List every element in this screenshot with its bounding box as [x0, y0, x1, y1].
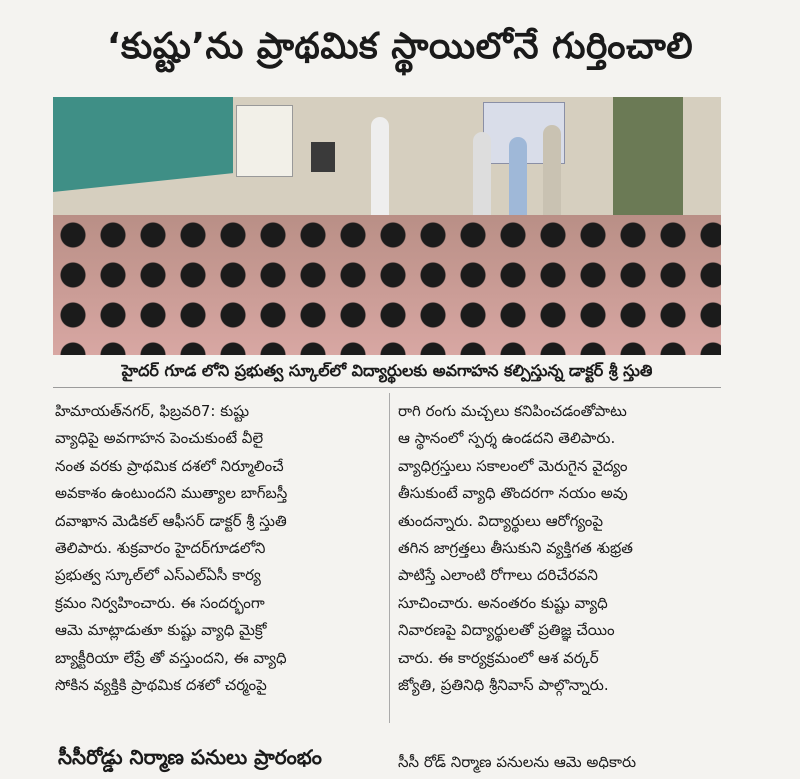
- article-text-line: ప్రభుత్వ స్కూల్‌లో ఎస్‌ఎల్‌ఏసీ కార్య: [55, 566, 261, 585]
- article-text-line: బ్యాక్టీరియా లేప్రే తో వస్తుందని, ఈ వ్యాధి: [55, 648, 287, 667]
- article-text-line: నివారణపై విద్యార్థులతో ప్రతిజ్ఞ చేయిం: [398, 621, 615, 640]
- article-column-left: [55, 398, 380, 699]
- article-text-line: తెలిపారు. శుక్రవారం హైదర్‌గూడలోని: [55, 538, 266, 557]
- article-text-line: సోకిన వ్యక్తికి ప్రాథమిక దశలో చర్మంపై: [55, 675, 267, 694]
- article-text-line: చారు. ఈ కార్యక్రమంలో ఆశ వర్కర్: [398, 648, 599, 667]
- article-text-line: నంత వరకు ప్రాథమిక దశలో నిర్మూలించే: [55, 456, 284, 475]
- tree: [613, 97, 683, 215]
- article-text-line: దవాఖాన మెడికల్ ఆఫీసర్ డాక్టర్ శ్రీ స్తుతి: [55, 511, 287, 530]
- staff-figure: [543, 125, 561, 225]
- students-crowd: [53, 215, 721, 355]
- article-text-line: ఆ స్థానంలో స్పర్శ ఉండదని తెలిపారు.: [398, 429, 616, 448]
- news-photo: [53, 97, 721, 355]
- article-text-line: తగిన జాగ్రత్తలు తీసుకుని వ్యక్తిగత శుభ్రత: [398, 538, 633, 557]
- article-text-line: తీసుకుంటే వ్యాధి తొందరగా నయం అవు: [398, 484, 628, 503]
- article-text-line: అవకాశం ఉంటుందని ముత్యాల బాగ్‌బస్తీ: [55, 484, 288, 503]
- article-text-line: సూచించారు. అనంతరం కుష్టు వ్యాధి: [398, 593, 608, 612]
- column-divider: [389, 393, 390, 723]
- doctor-figure: [371, 117, 389, 217]
- wall-poster: [236, 105, 293, 177]
- wall-window: [311, 142, 335, 172]
- article-text-line: పాటిస్తే ఎలాంటి రోగాలు దరిచేరవని: [398, 566, 598, 585]
- article-text-line: తుందన్నారు. విద్యార్థులు ఆరోగ్యంపై: [398, 511, 604, 530]
- article-column-right: [398, 398, 723, 699]
- article-text-line: జ్యోతి, ప్రతినిధి శ్రీనివాస్ పాల్గొన్నారు.: [398, 675, 609, 694]
- next-story-headline: సీసీరోడ్డు నిర్మాణ పనులు ప్రారంభం: [58, 745, 322, 769]
- article-text-line: హిమాయత్‌నగర్, ఫిబ్రవరి7: కుష్టు: [55, 402, 250, 420]
- article-text-line: ఆమె మాట్లాడుతూ కుష్టు వ్యాధి మైక్రో: [55, 621, 267, 640]
- photo-caption: హైదర్ గూడ లోని ప్రభుత్వ స్కూల్‌లో విద్యార్థులకు అవగాహన కల్పిస్తున్న డాక్టర్ శ్రీ స్తుతి: [121, 361, 653, 380]
- next-story-first-line: సీసీ రోడ్ నిర్మాణ పనులను ఆమె అధికారు: [398, 753, 637, 771]
- article-text-line: క్రమం నిర్వహించారు. ఈ సందర్భంగా: [55, 593, 265, 612]
- article-text-line: రాగి రంగు మచ్చలు కనిపించడంతోపాటు: [398, 402, 627, 420]
- article-text-line: వ్యాధిపై అవగాహన పెంచుకుంటే వీలై: [55, 429, 264, 448]
- article-headline: ‘కుష్టు’ను ప్రాథమిక స్థాయిలోనే గుర్తించాలి: [106, 26, 694, 67]
- article-text-line: వ్యాధిగ్రస్తులు సకాలంలో మెరుగైన వైద్యం: [398, 456, 628, 475]
- caption-divider: [53, 387, 721, 388]
